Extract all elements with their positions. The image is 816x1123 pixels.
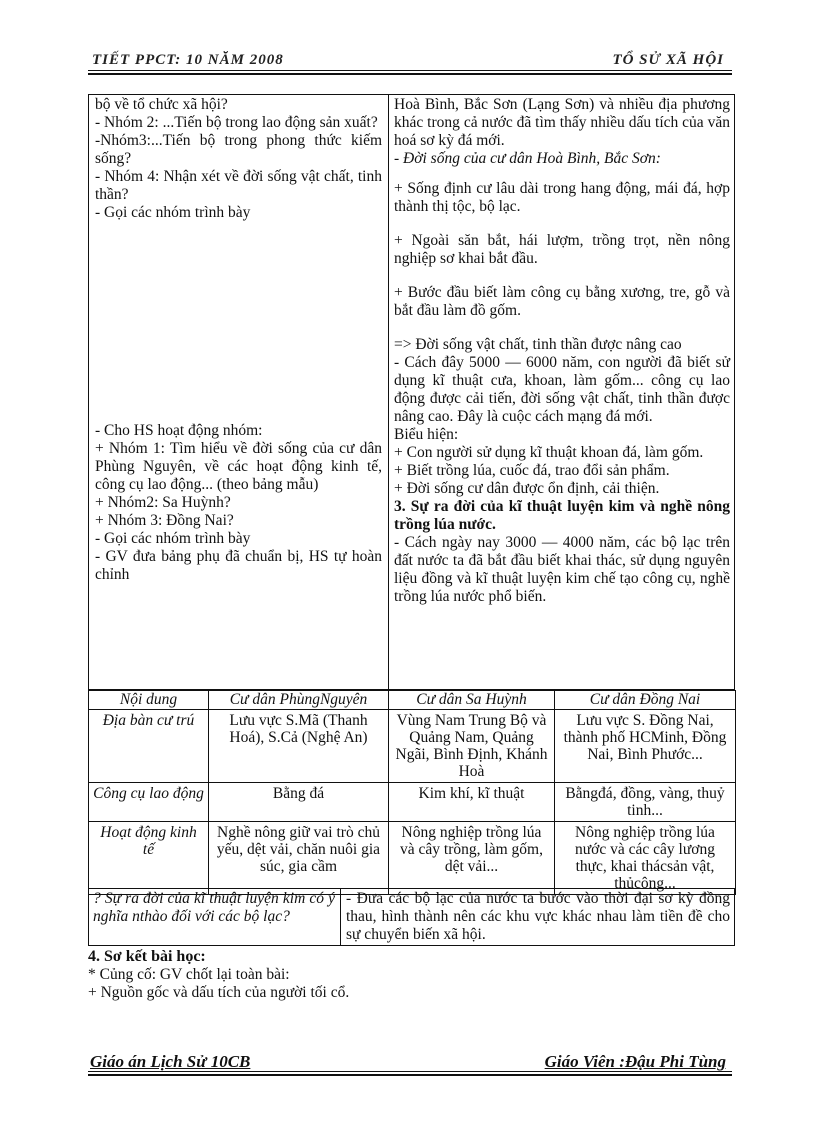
- paragraph: + Ngoài săn bắt, hái lượm, trồng trọt, nền nông nghiệp sơ khai bắt đầu.: [394, 232, 730, 267]
- question-text: ? Sự ra đời của kĩ thuật luyện kim có ý nghĩa nthào đối với các bộ lạc?: [93, 890, 335, 925]
- header-right: TỔ SỬ XÃ HỘI: [612, 52, 724, 68]
- paragraph: + Sống định cư lâu dài trong hang động, mái đá, hợp thành thị tộc, bộ lạc.: [394, 180, 730, 215]
- summary-line: * Củng cố: GV chốt lại toàn bài:: [88, 966, 290, 983]
- section-heading: 3. Sự ra đời của kĩ thuật luyện kim và nghề nông trồng lúa nước.: [394, 498, 730, 533]
- table-row-header: Công cụ lao động: [89, 783, 209, 822]
- footer-right: Giáo Viên :Đậu Phi Tùng: [544, 1052, 726, 1071]
- table-header: Nội dung: [89, 691, 209, 710]
- line: - Nhóm 2: ...Tiến bộ trong lao động sản xuất?: [95, 114, 378, 131]
- paragraph: + Đời sống cư dân được ổn định, cải thiện.: [394, 480, 660, 497]
- line: - Nhóm 4: Nhận xét về đời sống vật chất, tinh thần?: [95, 168, 382, 203]
- header-rule: [88, 70, 732, 71]
- line: + Nhóm2: Sa Huỳnh?: [95, 494, 231, 511]
- summary-title: 4. Sơ kết bài học:: [88, 948, 206, 965]
- answer-text: - Đưa các bộ lạc của nước ta bước vào thời đại sơ kỳ đồng thau, hình thành nên các khu vực khác nhau làm tiền đề cho sự chuyển biến xã hội.: [346, 890, 730, 943]
- table-row-header: Hoạt động kinh tế: [89, 822, 209, 895]
- teacher-activities-top: [95, 96, 382, 222]
- table-cell: Nông nghiệp trồng lúa và cây trồng, làm gốm, dệt vải...: [389, 822, 555, 895]
- paragraph: + Bước đầu biết làm công cụ bằng xương, tre, gỗ và bắt đầu làm đồ gốm.: [394, 284, 730, 319]
- paragraph: Biểu hiện:: [394, 426, 459, 443]
- question-box: [88, 888, 735, 946]
- table-header-row: [89, 691, 736, 710]
- column-divider: [388, 95, 389, 689]
- summary-line: + Nguồn gốc và dấu tích của người tối cổ.: [88, 984, 350, 1001]
- table-cell: Vùng Nam Trung Bộ và Quảng Nam, Quảng Ngãi, Bình Định, Khánh Hoà: [389, 710, 555, 783]
- line: -Nhóm3:...Tiến bộ trong phong thức kiếm sống?: [95, 132, 382, 167]
- table-cell: Bằngđá, đồng, vàng, thuỷ tinh...: [555, 783, 736, 822]
- header-left: TIẾT PPCT: 10 NĂM 2008: [92, 52, 284, 68]
- table-row: [89, 822, 736, 895]
- paragraph: + Biết trồng lúa, cuốc đá, trao đổi sản phẩm.: [394, 462, 670, 479]
- teacher-activities-group: [95, 422, 382, 584]
- footer-rule-thick: [88, 1074, 732, 1076]
- paragraph: - Cách đây 5000 — 6000 năm, con người đã biết sử dụng kĩ thuật cưa, khoan, làm gốm... công cụ lao động được cải tiến, đời sống vật chất, tinh thần được nâng cao. Đây là cuộc cách mạng đá mới.: [394, 354, 730, 425]
- table-header: Cư dân PhùngNguyên: [209, 691, 389, 710]
- line: - GV đưa bảng phụ đã chuẩn bị, HS tự hoàn chỉnh: [95, 548, 382, 583]
- content-column: [394, 96, 730, 606]
- line: + Nhóm 1: Tìm hiểu về đời sống của cư dân Phùng Nguyên, về các hoạt động kinh tế, công cụ lao động... (theo bảng mẫu): [95, 440, 382, 493]
- table-row: [89, 710, 736, 783]
- table-cell: Bằng đá: [209, 783, 389, 822]
- footer-left: Giáo án Lịch Sử 10CB: [90, 1052, 251, 1071]
- paragraph: + Con người sử dụng kĩ thuật khoan đá, làm gốm.: [394, 444, 704, 461]
- paragraph: - Cách ngày nay 3000 — 4000 năm, các bộ lạc trên đất nước ta đã bắt đầu biết khai thác, sử dụng nguyên liệu đồng và kĩ thuật luyện kim chế tạo công cụ, nghề trồng lúa nước phổ biến.: [394, 534, 730, 605]
- paragraph: Hoà Bình, Bắc Sơn (Lạng Sơn) và nhiều địa phương khác trong cả nước đã tìm thấy nhiều dấu tích của văn hoá sơ kỳ đá mới.: [394, 96, 730, 149]
- line: bộ về tổ chức xã hội?: [95, 96, 228, 113]
- comparison-table: [88, 690, 736, 895]
- lesson-table: [88, 94, 735, 690]
- line: - Gọi các nhóm trình bày: [95, 204, 251, 221]
- line: - Gọi các nhóm trình bày: [95, 530, 251, 547]
- summary-section: [88, 948, 738, 1002]
- table-cell: Kim khí, kĩ thuật: [389, 783, 555, 822]
- table-cell: Lưu vực S.Mã (Thanh Hoá), S.Cả (Nghệ An): [209, 710, 389, 783]
- footer-rule: [88, 1071, 732, 1072]
- subheading: - Đời sống của cư dân Hoà Bình, Bắc Sơn:: [394, 150, 661, 167]
- table-cell: Nghề nông giữ vai trò chủ yếu, dệt vải, chăn nuôi gia súc, gia cầm: [209, 822, 389, 895]
- line: + Nhóm 3: Đồng Nai?: [95, 512, 234, 529]
- line: - Cho HS hoạt động nhóm:: [95, 422, 263, 439]
- table-row-header: Địa bàn cư trú: [89, 710, 209, 783]
- table-header: Cư dân Đồng Nai: [555, 691, 736, 710]
- column-divider: [340, 889, 341, 945]
- table-header: Cư dân Sa Huỳnh: [389, 691, 555, 710]
- table-row: [89, 783, 736, 822]
- header-rule-thick: [88, 73, 732, 75]
- paragraph: => Đời sống vật chất, tinh thần được nâng cao: [394, 336, 682, 353]
- table-cell: Nông nghiệp trồng lúa nước và các cây lương thực, khai thácsản vật, thủcông...: [555, 822, 736, 895]
- table-cell: Lưu vực S. Đồng Nai, thành phố HCMinh, Đồng Nai, Bình Phước...: [555, 710, 736, 783]
